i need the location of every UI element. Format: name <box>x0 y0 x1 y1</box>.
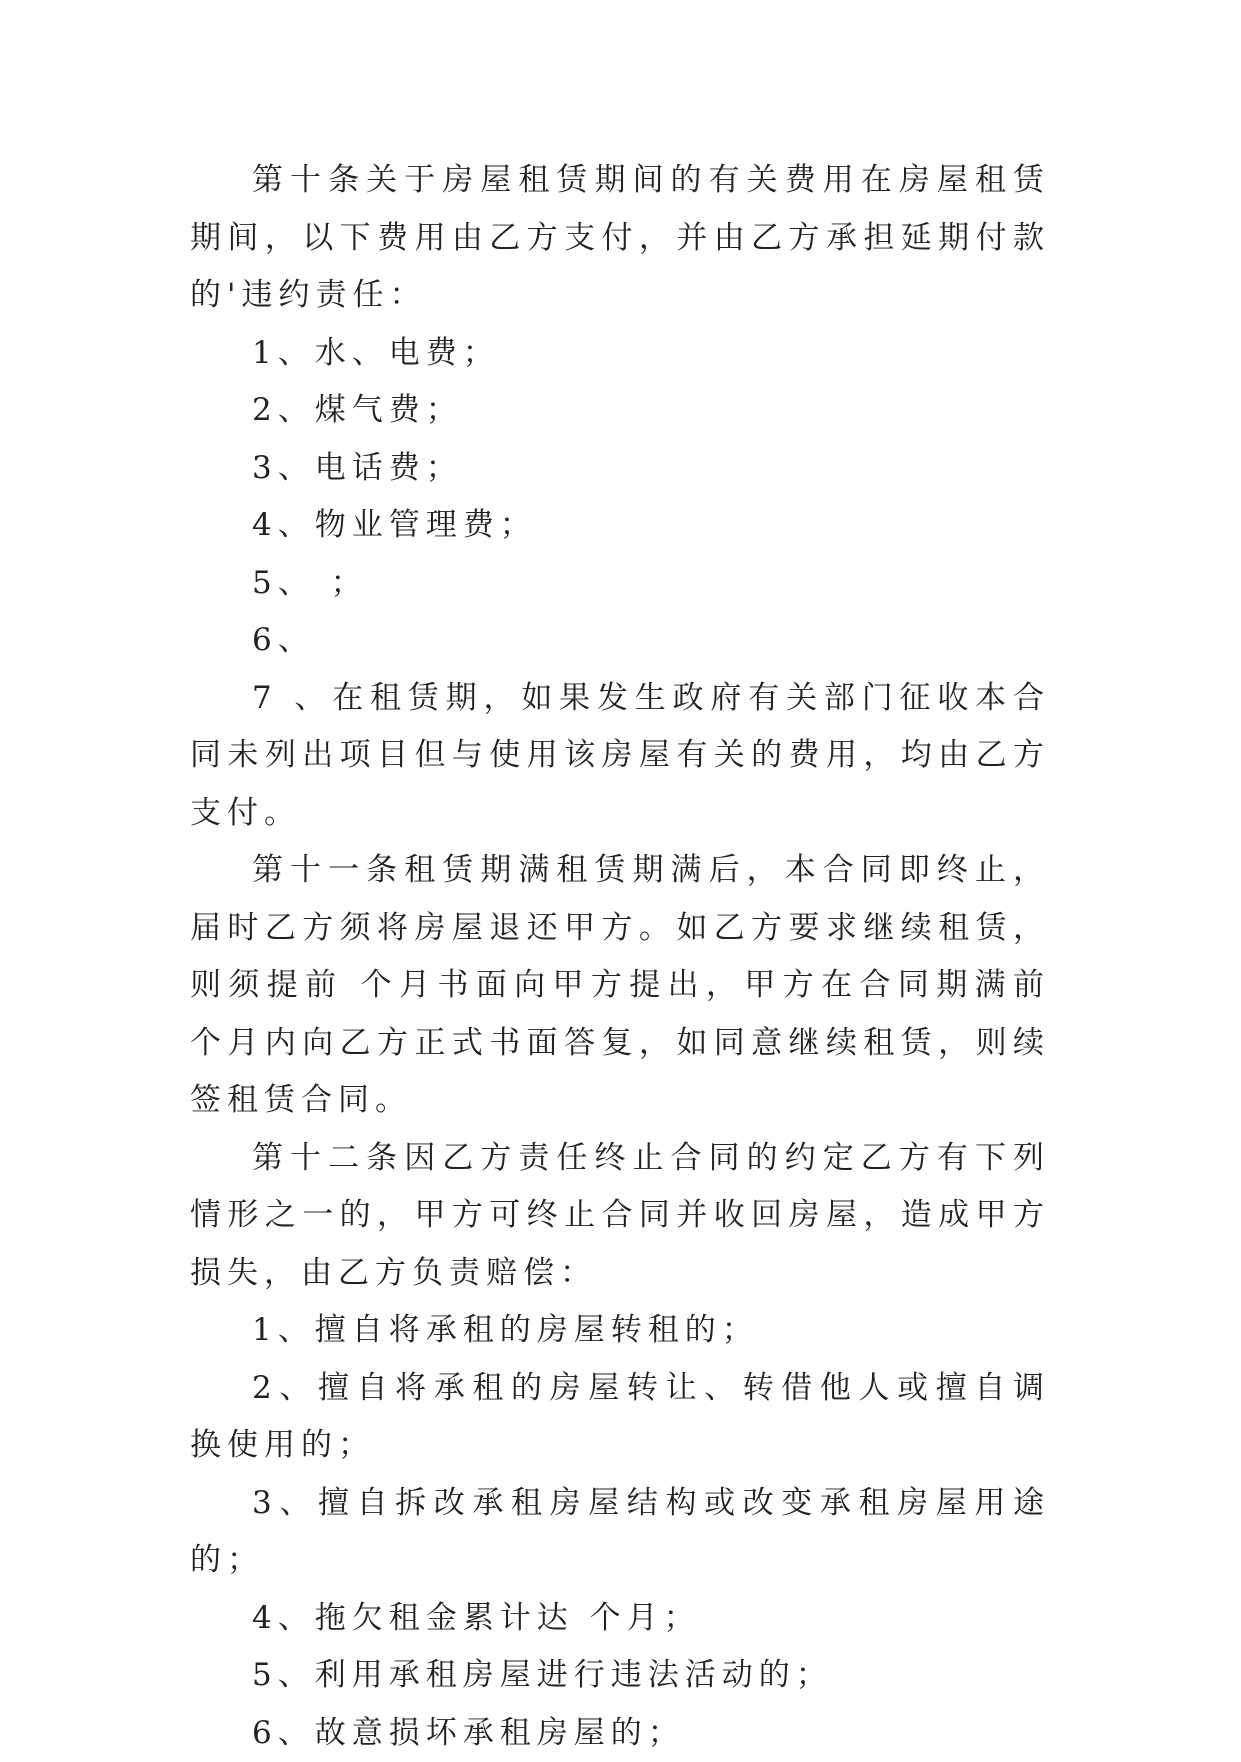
list-item-fee-5: 5、 ； <box>190 555 1050 613</box>
list-item-breach-6: 6、故意损坏承租房屋的； <box>190 1705 1050 1762</box>
paragraph-article-10: 第十条关于房屋租赁期间的有关费用在房屋租赁期间，以下费用由乙方支付，并由乙方承担延期付款的'违约责任： <box>190 152 1050 325</box>
document-page <box>190 152 1050 1762</box>
list-item-fee-2: 2、煤气费； <box>190 382 1050 440</box>
paragraph-article-12: 第十二条因乙方责任终止合同的约定乙方有下列情形之一的，甲方可终止合同并收回房屋，造成甲方损失，由乙方负责赔偿： <box>190 1130 1050 1303</box>
list-item-breach-1: 1、擅自将承租的房屋转租的； <box>190 1302 1050 1360</box>
list-item-breach-2: 2、擅自将承租的房屋转让、转借他人或擅自调换使用的； <box>190 1360 1050 1475</box>
list-item-breach-4: 4、拖欠租金累计达 个月； <box>190 1590 1050 1648</box>
list-item-breach-3: 3、擅自拆改承租房屋结构或改变承租房屋用途的； <box>190 1475 1050 1590</box>
list-item-fee-4: 4、物业管理费； <box>190 497 1050 555</box>
paragraph-article-11: 第十一条租赁期满租赁期满后，本合同即终止，届时乙方须将房屋退还甲方。如乙方要求继续租赁，则须提前 个月书面向甲方提出，甲方在合同期满前 个月内向乙方正式书面答复，如同意继续租赁，则续签租赁合同。 <box>190 842 1050 1130</box>
list-item-fee-7: 7 、在租赁期，如果发生政府有关部门征收本合同未列出项目但与使用该房屋有关的费用，均由乙方支付。 <box>190 670 1050 843</box>
list-item-breach-5: 5、利用承租房屋进行违法活动的； <box>190 1647 1050 1705</box>
list-item-fee-1: 1、水、电费； <box>190 325 1050 383</box>
list-item-fee-6: 6、 <box>190 612 1050 670</box>
list-item-fee-3: 3、电话费； <box>190 440 1050 498</box>
